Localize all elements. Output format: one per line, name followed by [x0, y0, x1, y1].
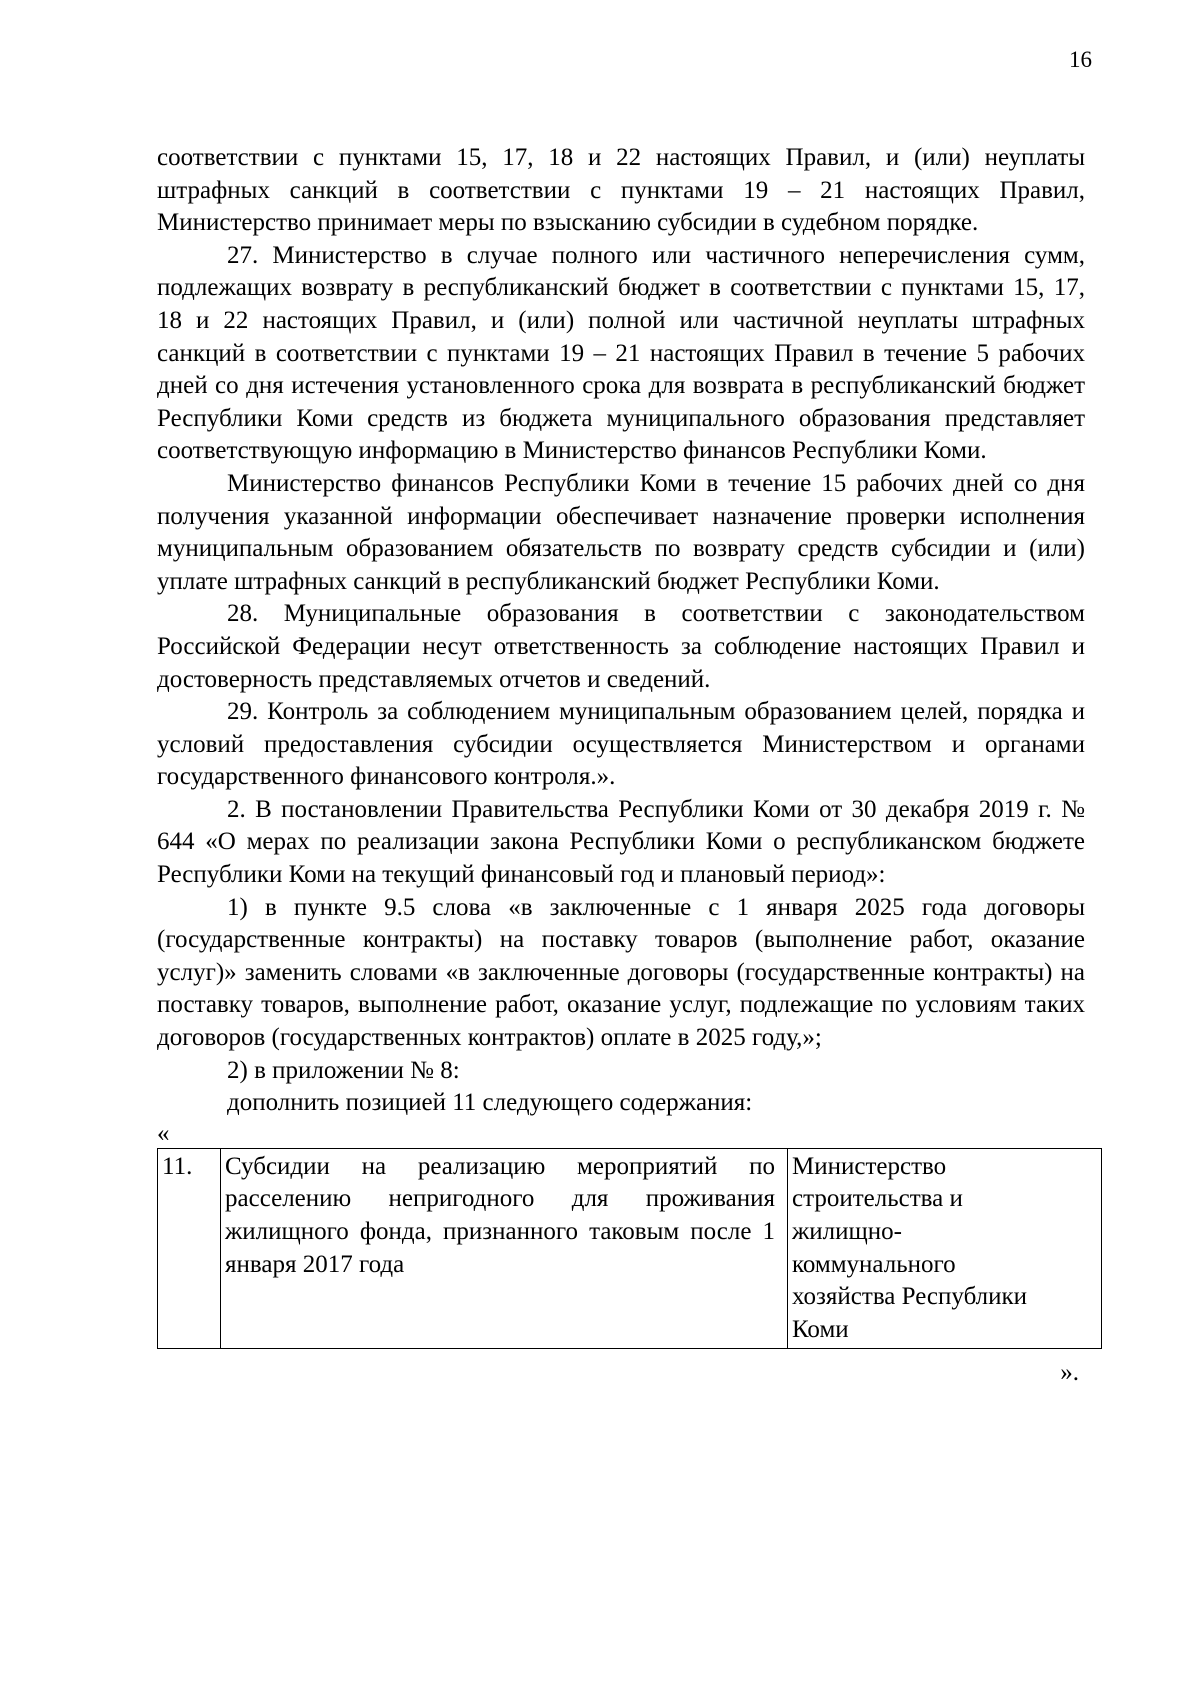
subsidy-table: [157, 1148, 1102, 1350]
paragraph-item-2: 2) в приложении № 8:: [227, 1056, 460, 1084]
paragraph-item-1: 1) в пункте 9.5 слова «в заключенные с 1 января 2025 года договоры (государственные контракты) на поставку товаров (выполнение работ, оказание услуг)» заменить словами «в заключенные договоры (государственные контракты) на поставку товаров, выполнение работ, оказание услуг, подлежащие по условиям таких договоров (государственных контрактов) оплате в 2025 году,»;: [157, 893, 1085, 1052]
document-body: [157, 142, 1085, 1390]
paragraph-continuation: соответствии с пунктами 15, 17, 18 и 22 настоящих Правил, и (или) неуплаты штрафных санкций в соответствии с пунктами 19 – 21 настоящих Правил, Министерство принимает меры по взысканию субсидии в судебном порядке.: [157, 144, 1085, 237]
paragraph-supplement: дополнить позицией 11 следующего содержания:: [227, 1089, 753, 1117]
paragraph-27: 27. Министерство в случае полного или частичного неперечисления сумм, подлежащих возврату в республиканский бюджет в соответствии с пунктами 15, 17, 18 и 22 настоящих Правил, и (или) полной или частичной неуплаты штрафных санкций в соответствии с пунктами 19 – 21 настоящих Правил в течение 5 рабочих дней со дня истечения установленного срока для возврата в республиканский бюджет Республики Коми средств из бюджета муниципального образования представляет соответствующую информацию в Министерство финансов Республики Коми.: [157, 241, 1085, 465]
ministry-line: хозяйства Республики: [792, 1283, 1028, 1311]
ministry-line: Коми: [792, 1315, 849, 1343]
paragraph-28: 28. Муниципальные образования в соответствии с законодательством Российской Федерации несут ответственность за соблюдение настоящих Правил и достоверность представляемых отчетов и сведений.: [157, 600, 1085, 693]
row-number: 11.: [158, 1148, 221, 1349]
table-row: [158, 1148, 1102, 1349]
open-quote: «: [157, 1119, 170, 1147]
ministry-line: Министерство: [792, 1152, 947, 1180]
close-quote: ».: [1060, 1359, 1079, 1387]
page-number: 16: [1069, 47, 1092, 72]
ministry-line: коммунального: [792, 1250, 956, 1278]
ministry-line: жилищно-: [792, 1218, 902, 1245]
paragraph-minfin: Министерство финансов Республики Коми в течение 15 рабочих дней со дня получения указанной информации обеспечивает назначение проверки исполнения муниципальным образованием обязательств по возврату средств субсидии и (или) уплате штрафных санкций в республиканский бюджет Республики Коми.: [157, 469, 1085, 595]
row-description: Субсидии на реализацию мероприятий по расселению непригодного для проживания жилищного фонда, признанного таковым после 1 января 2017 года: [221, 1148, 788, 1349]
paragraph-2: 2. В постановлении Правительства Республики Коми от 30 декабря 2019 г. № 644 «О мерах по реализации закона Республики Коми о республиканском бюджете Республики Коми на текущий финансовый год и плановый период»:: [157, 795, 1085, 889]
ministry-line: строительства и: [792, 1185, 963, 1213]
row-ministry: [788, 1148, 1102, 1349]
paragraph-29: 29. Контроль за соблюдением муниципальным образованием целей, порядка и условий предоставления субсидии осуществляется Министерством и органами государственного финансового контроля.».: [157, 698, 1085, 791]
